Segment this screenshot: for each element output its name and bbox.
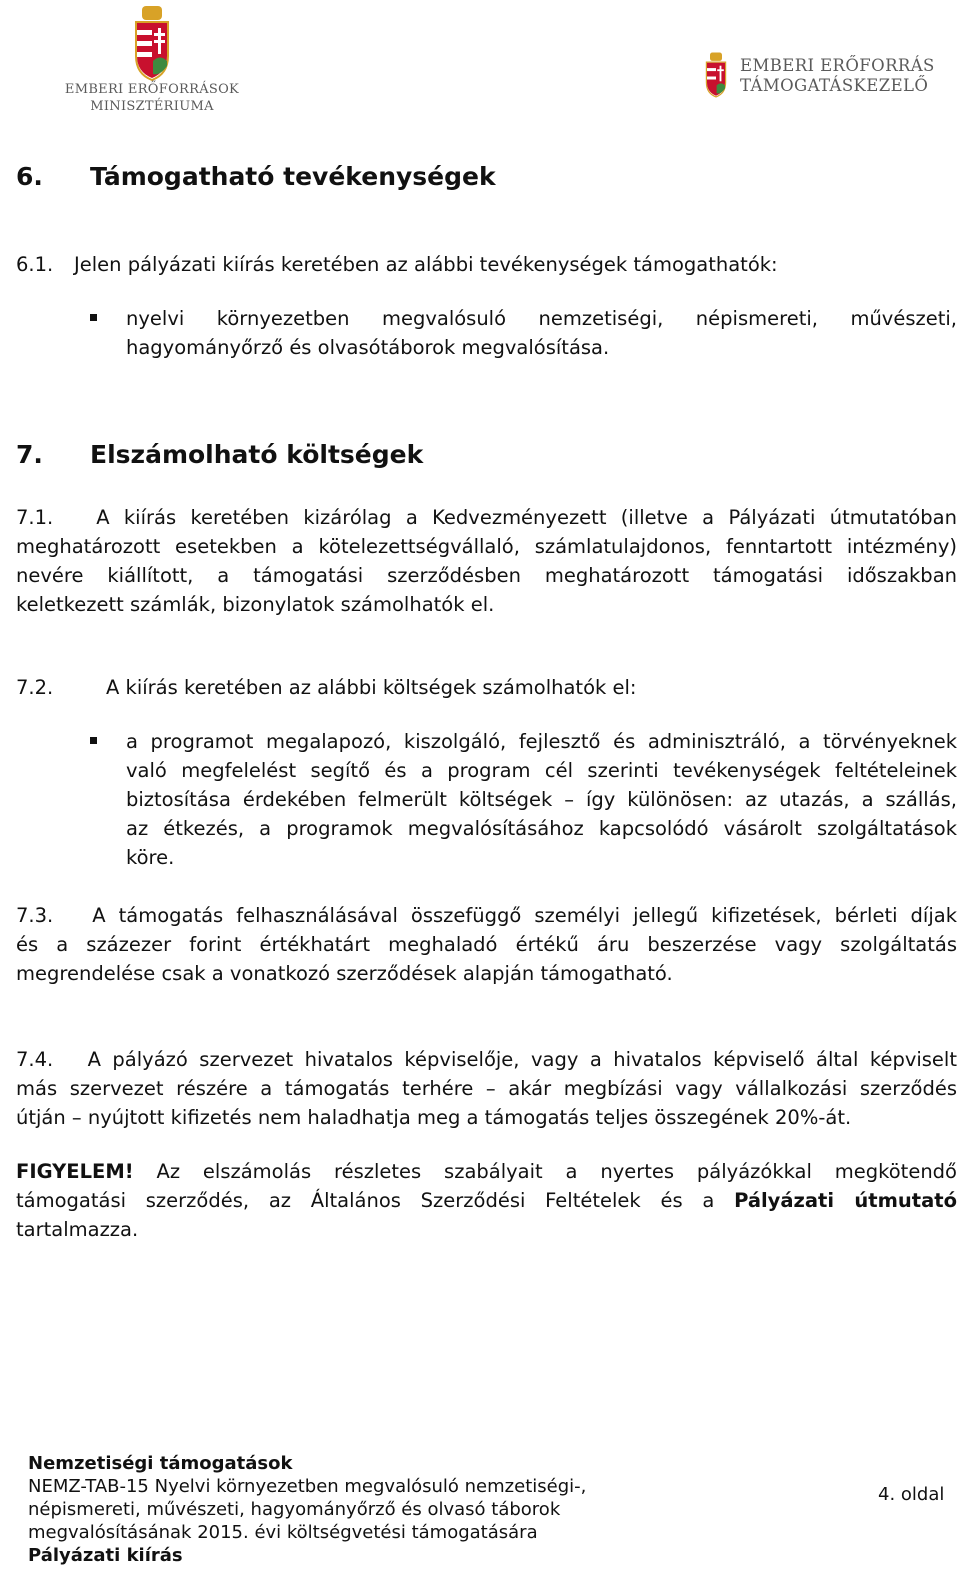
p73-line3: megrendelése csak a vonatkozó szerződések alapján támogatható. — [16, 962, 673, 985]
footer-line3: megvalósításának 2015. évi költségvetési támogatására — [28, 1522, 538, 1543]
notice-line3: tartalmazza. — [16, 1218, 139, 1241]
footer-line1: NEMZ-TAB-15 Nyelvi környezetben megvalósuló nemzetiségi-, — [28, 1476, 587, 1497]
ministry-logo — [62, 6, 242, 116]
bullet-icon — [90, 737, 97, 744]
bullet-6-1-line1: nyelvi környezetben megvalósuló nemzetiségi, népismereti, művészeti, — [126, 307, 957, 330]
footer-title: Nemzetiségi támogatások — [28, 1453, 293, 1474]
right-logo-line1: EMBERI ERŐFORRÁS — [740, 56, 935, 75]
left-logo-line2: MINISZTÉRIUMA — [90, 99, 214, 114]
bullet-7-2-line2: való megfelelést segítő és a program cél szerinti tevékenységek feltételeinek — [126, 759, 957, 782]
section-7-title: Elszámolható költségek — [90, 440, 424, 469]
left-logo-line1: EMBERI ERŐFORRÁSOK — [64, 82, 240, 97]
item-6-1-text: Jelen pályázati kiírás keretében az alábbi tevékenységek támogathatók: — [74, 253, 778, 276]
item-7-2-text: A kiírás keretében az alábbi költségek számolhatók el: — [106, 676, 637, 699]
coat-of-arms-icon — [704, 52, 728, 98]
p71-line4: keletkezett számlák, bizonylatok számolhatók el. — [16, 593, 495, 616]
notice-line2-text: támogatási szerződés, az Általános Szerződési Feltételek és a — [16, 1189, 735, 1212]
p73-line2: és a százezer forint értékhatárt meghaladó értékű áru beszerzése vagy szolgáltatás — [16, 933, 957, 956]
bullet-icon — [90, 314, 97, 321]
item-7-2-number: 7.2. — [16, 676, 54, 699]
p73-line1: 7.3. A támogatás felhasználásával összefüggő személyi jellegű kifizetések, bérleti díjak — [16, 904, 957, 927]
coat-of-arms-icon — [132, 6, 172, 81]
p74-line3: útján – nyújtott kifizetés nem haladhatja meg a támogatás teljes összegének 20%-át. — [16, 1106, 852, 1129]
page-number: 4. oldal — [878, 1484, 945, 1505]
footer-doc-type: Pályázati kiírás — [28, 1545, 183, 1566]
footer-line2: népismereti, művészeti, hagyományőrző és olvasó táborok — [28, 1499, 561, 1520]
section-7-number: 7. — [16, 440, 43, 469]
notice-line1-text: Az elszámolás részletes szabályait a nyertes pályázókkal megkötendő — [133, 1160, 957, 1183]
notice-label: FIGYELEM! — [16, 1160, 134, 1183]
p74-line2: más szervezet részére a támogatás terhére – akár megbízási vagy vállalkozási szerződés — [16, 1077, 957, 1100]
right-logo-line2: TÁMOGATÁSKEZELŐ — [740, 76, 929, 95]
notice-line2 — [16, 1186, 957, 1215]
p74-line1: 7.4. A pályázó szervezet hivatalos képviselője, vagy a hivatalos képviselő által képviselt — [16, 1048, 957, 1071]
section-6-number: 6. — [16, 162, 43, 191]
bullet-7-2-line3: biztosítása érdekében felmerült költségek – így különösen: az utazás, a szállás, — [126, 788, 957, 811]
item-6-1-number: 6.1. — [16, 253, 54, 276]
bullet-6-1-line2: hagyományőrző és olvasótáborok megvalósítása. — [126, 336, 610, 359]
p71-line2: meghatározott esetekben a kötelezettségvállaló, számlatulajdonos, fenntartott intézmény) — [16, 535, 957, 558]
bullet-7-2-line4: az étkezés, a programok megvalósításához kapcsolódó vásárolt szolgáltatások — [126, 817, 957, 840]
section-6-title: Támogatható tevékenységek — [90, 162, 496, 191]
p71-line3: nevére kiállított, a támogatási szerződésben meghatározott támogatási időszakban — [16, 564, 957, 587]
guide-reference: Pályázati útmutató — [734, 1189, 957, 1212]
notice-line1 — [16, 1157, 957, 1186]
p71-line1: 7.1. A kiírás keretében kizárólag a Kedvezményezett (illetve a Pályázati útmutatóban — [16, 506, 957, 529]
support-manager-logo — [700, 50, 940, 100]
bullet-7-2-line5: köre. — [126, 846, 175, 869]
bullet-7-2-line1: a programot megalapozó, kiszolgáló, fejlesztő és adminisztráló, a törvényeknek — [126, 730, 957, 753]
